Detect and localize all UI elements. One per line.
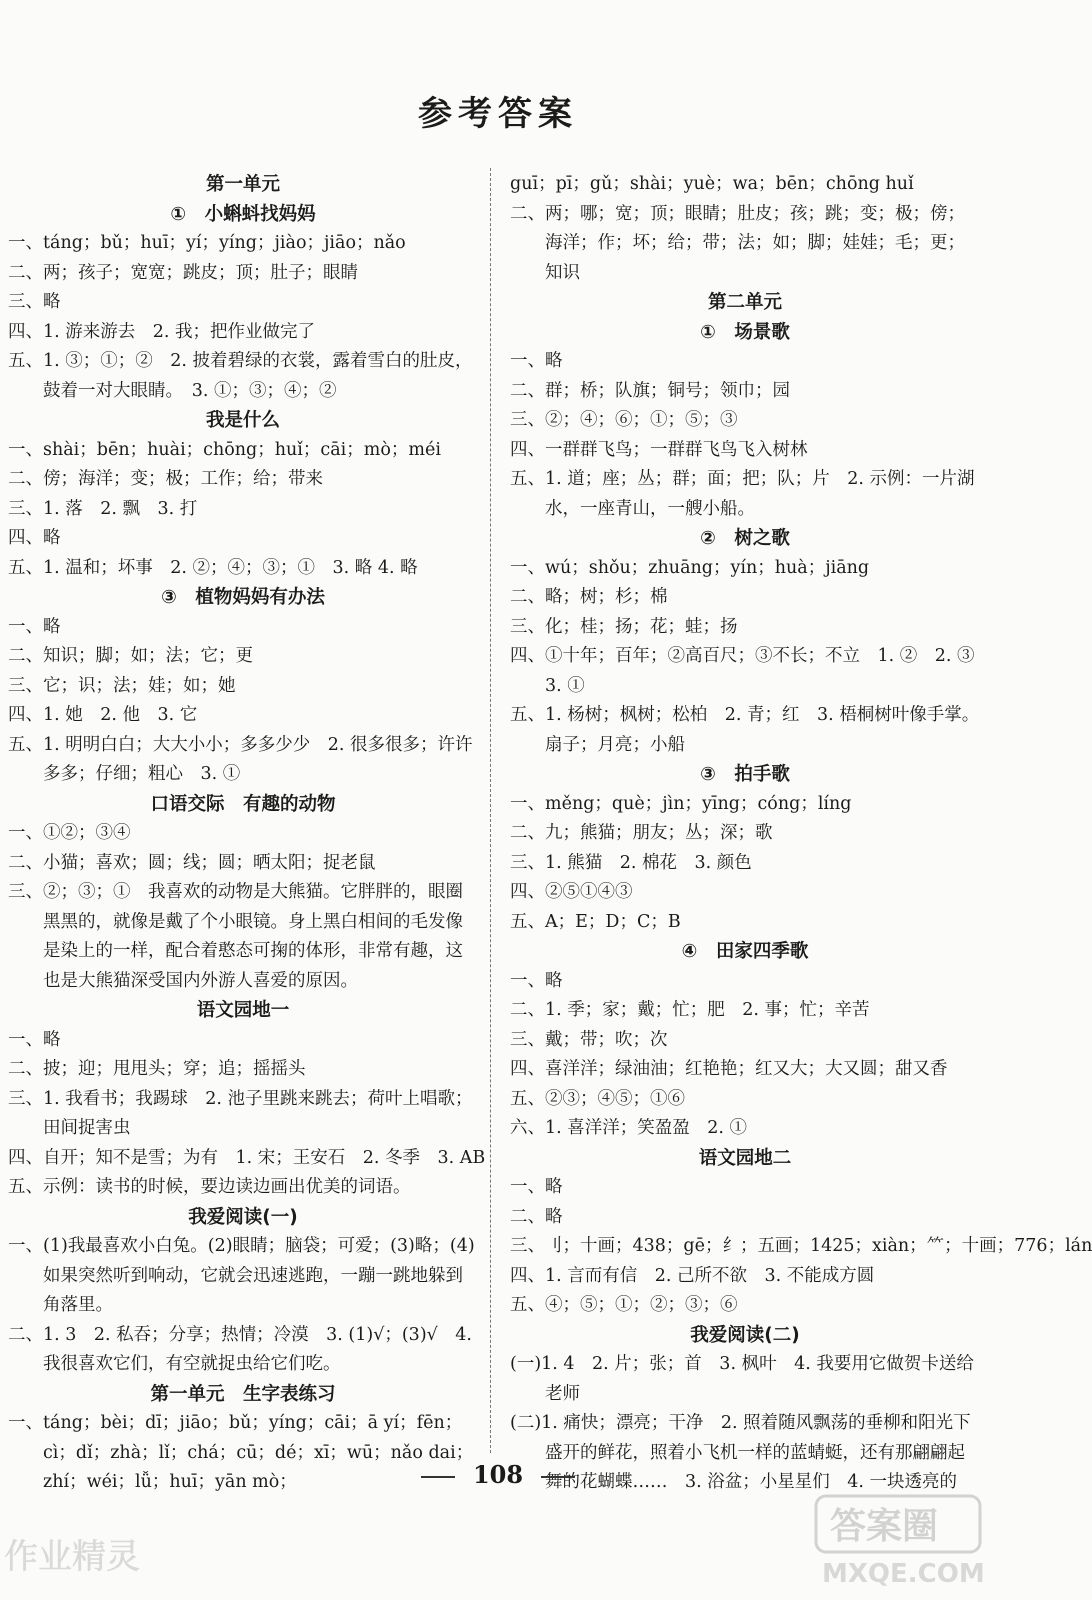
answer-line: 一、měng；què；jìn；yīng；cóng；líng [510,793,852,814]
answer-line: 三、1. 我看书；我踢球 2. 池子里跳来跳去；荷叶上唱歌；田间捉害虫 [8,1088,473,1138]
answer-line: 四、一群群飞鸟；一群群飞鸟飞入树林 [510,439,808,460]
answer-line: 五、1. ③；①；② 2. 披着碧绿的衣裳，露着雪白的肚皮，鼓着一对大眼睛。 3. ①；③；④；② [8,351,473,401]
answer-line: 三、②；③；① 我喜欢的动物是大熊猫。它胖胖的，眼圈黑黑的，就像是戴了个小眼镜。身上黑白相间的毛发像是染上的一样，配合着憨态可掬的体形，非常有趣，这也是大熊猫深受国内外游人喜爱的原因。 [8,882,463,991]
section-heading: 第一单元 生字表练习 [150,1383,336,1405]
answer-line: 五、A；E；D；C；B [510,911,681,932]
answer-line: 三、②；④；⑥；①；⑤；③ [510,410,738,430]
answer-line: (一)1. 4 2. 片；张；首 3. 枫叶 4. 我要用它做贺卡送给老师 [510,1354,974,1404]
answer-line: 二、九；熊猫；朋友；丛；深；歌 [510,823,773,843]
svg-text:作业精灵: 作业精灵 [4,1537,140,1577]
answer-line: 一、略 [8,1029,61,1050]
answer-line: 四、②⑤①④③ [510,882,633,902]
answer-line: 三、它；识；法；娃；如；她 [8,675,236,696]
answer-line: 一、táng；bèi；dī；jiāo；bǔ；yíng；cāi；ā yí；fēn；cì；dǐ；zhà；lǐ；chá；cū；dé；xī；wū；nǎo dai；zhí；wéi；lǚ；huī；yān mò； [8,1413,474,1492]
watermark-bottom-left-logo [0,1518,160,1588]
answer-line: 五、②③；④⑤；①⑥ [510,1088,685,1109]
svg-text:答案圈: 答案圈 [830,1506,939,1547]
section-heading: 语文园地二 [698,1147,792,1169]
answer-line: 二、两；孩子；宽宽；跳皮；顶；肚子；眼睛 [8,262,358,283]
answer-line: 二、略 [510,1206,563,1227]
svg-text:MXQE.COM: MXQE.COM [822,1559,985,1589]
answer-line: 一、略 [510,351,563,371]
answer-line: 四、1. 游来游去 2. 我；把作业做完了 [8,321,316,342]
right-column [510,170,1092,1498]
answer-line: 一、略 [510,970,563,991]
answer-line: 三、略 [8,292,61,312]
answer-line: 四、喜洋洋；绿油油；红艳艳；红又大；大又圆；甜又香 [510,1059,948,1079]
answer-line: (二)1. 痛快；漂亮；干净 2. 照着随风飘荡的垂柳和阳光下盛开的鲜花，照着小飞机一样的蓝蜻蜓，还有那翩翩起舞的花蝴蝶…… 3. 浴盆；小星星们 4. 一块透亮的 [510,1413,971,1492]
answer-line: 四、略 [8,528,61,548]
section-heading: 语文园地一 [196,1000,290,1021]
section-heading: ③ 拍手歌 [700,764,790,785]
section-heading: ③ 植物妈妈有办法 [161,587,325,608]
answer-line: 一、táng；bǔ；huī；yí；yíng；jiào；jiāo；nǎo [8,233,406,253]
answer-line: 四、自开；知不是雪；为有 1. 宋；王安石 2. 冬季 3. AB [8,1147,486,1168]
answer-line: 三、1. 落 2. 飘 3. 打 [8,498,198,519]
answer-line: 三、1. 熊猫 2. 棉花 3. 颜色 [510,852,752,873]
answer-line: 五、示例：读书的时候，要边读边画出优美的词语。 [8,1177,411,1197]
footer-dash-right [541,1476,575,1478]
answer-line: 二、群；桥；队旗；铜号；领巾；园 [510,380,790,401]
answer-line: 二、知识；脚；如；法；它；更 [8,646,253,666]
section-heading: 口语交际 有趣的动物 [150,793,336,815]
answer-line: 二、两；哪；宽；顶；眼睛；肚皮；孩；跳；变；极；傍；海洋；作；坏；给；带；法；如；脚；娃娃；毛；更；知识 [510,203,965,283]
answer-line: 三、戴；带；吹；次 [510,1029,668,1050]
answer-line: 六、1. 喜洋洋；笑盈盈 2. ① [510,1118,748,1138]
section-heading: 第二单元 [707,292,782,313]
answer-line: 二、1. 3 2. 私吞；分享；热情；冷漠 3. (1)√；(3)√ 4. 我很喜欢它们，有空就捉虫给它们吃。 [8,1324,472,1374]
watermark-bottom-right-logo [808,1490,988,1590]
answer-line: 五、④；⑤；①；②；③；⑥ [510,1295,738,1315]
answer-line: guī；pī；gǔ；shài；yuè；wa；bēn；chōng huǐ [510,174,914,194]
answer-line: 四、①十年；百年；②高百尺；③不长；不立 1. ② 2. ③ 3. ① [510,646,993,696]
page-title: 参考答案 [418,94,578,134]
left-column [8,170,486,1498]
section-heading: ① 小蝌蚪找妈妈 [170,203,316,225]
answer-line: 二、傍；海洋；变；极；工作；给；带来 [8,469,323,489]
answer-line: 二、略；树；杉；棉 [510,587,668,607]
page-footer [0,1460,996,1489]
answer-line: 五、1. 温和；坏事 2. ②；④；③；① 3. 略 4. 略 [8,557,418,578]
answer-line: 二、1. 季；家；戴；忙；肥 2. 事；忙；辛苦 [510,1000,870,1020]
section-heading: 我爱阅读(一) [188,1206,298,1228]
footer-dash-left [421,1476,455,1478]
answer-line: 五、1. 道；座；丛；群；面；把；队；片 2. 示例：一片湖水，一座青山，一艘小船。 [510,469,975,519]
section-heading: ① 场景歌 [700,321,790,343]
section-heading: ④ 田家四季歌 [681,941,809,962]
answer-line: 一、shài；bēn；huài；chōng；huǐ；cāi；mò；méi [8,439,441,460]
answer-line: 五、1. 杨树；枫树；松柏 2. 青；红 3. 梧桐树叶像手掌。扇子；月亮；小船 [510,705,980,755]
answer-line: 三、化；桂；扬；花；蛙；扬 [510,616,738,637]
section-heading: 第一单元 [205,174,280,195]
answer-line: 五、1. 明明白白；大大小小；多多少少 2. 很多很多；许许多多；仔细；粗心 3. ① [8,734,473,784]
column-divider [490,168,491,1453]
answer-line: 三、刂；十画；438；gē；纟；五画；1425；xiàn；⺮；十画；776；lán [510,1236,1092,1256]
answer-line: 二、披；迎；甩甩头；穿；追；摇摇头 [8,1059,306,1079]
answer-line: 一、wú；shǒu；zhuāng；yín；huà；jiāng [510,557,870,578]
section-heading: ② 树之歌 [700,528,790,549]
page-number: 108 [472,1460,524,1489]
section-heading: 我是什么 [205,410,280,431]
answer-line: 二、小猫；喜欢；圆；线；圆；晒太阳；捉老鼠 [8,852,376,873]
answer-line: 一、略 [8,616,61,637]
section-heading: 我爱阅读(二) [690,1324,800,1346]
answer-line: 四、1. 她 2. 他 3. 它 [8,705,198,725]
answer-line: 一、略 [510,1177,563,1197]
answer-line: 一、(1)我最喜欢小白兔。(2)眼睛；脑袋；可爱；(3)略；(4)如果突然听到响动，它就会迅速逃跑，一蹦一跳地躲到角落里。 [8,1236,475,1315]
answer-line: 一、①②；③④ [8,823,131,843]
answer-line: 四、1. 言而有信 2. 己所不欲 3. 不能成方圆 [510,1265,875,1286]
